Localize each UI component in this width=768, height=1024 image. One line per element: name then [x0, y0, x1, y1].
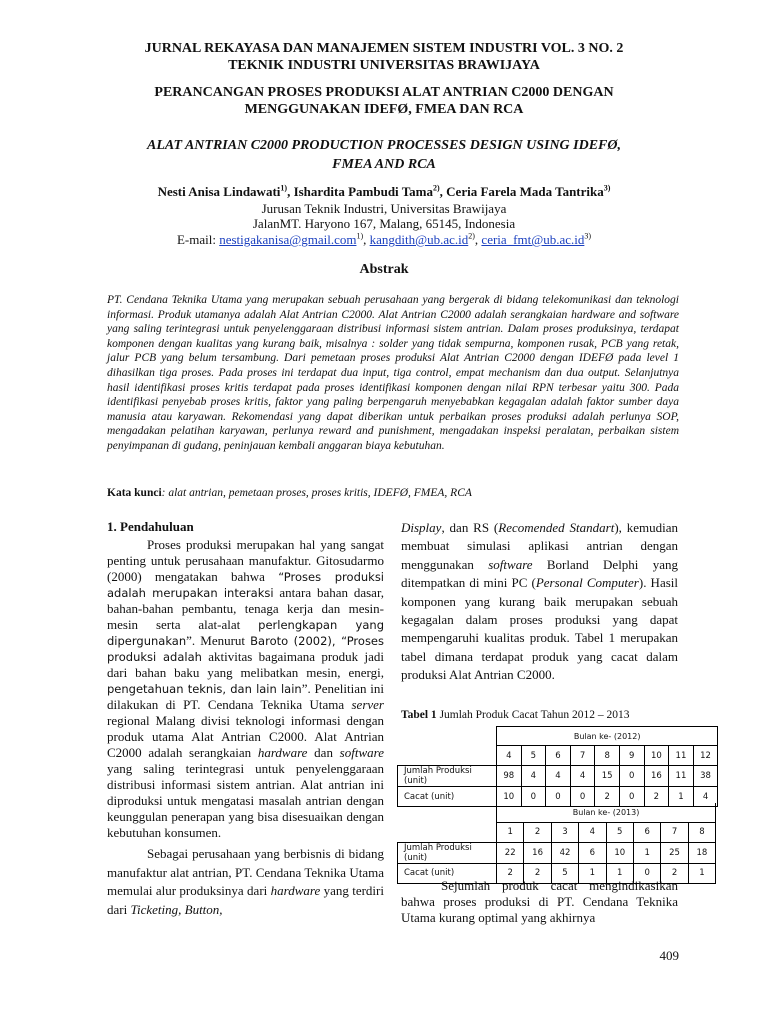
table-month-cell: 7 — [661, 822, 688, 842]
author-list — [40, 184, 728, 200]
table-cell: 1 — [633, 842, 660, 863]
paper-title-english-line-1: ALAT ANTRIAN C2000 PRODUCTION PROCESSES DESIGN USING IDEFØ, — [146, 138, 622, 153]
table-cell: 16 — [524, 842, 551, 863]
text-run: ”. Penelitian ini dilakukan di PT. Cendana Teknika Utama — [107, 681, 385, 712]
affiliation — [40, 201, 728, 231]
abstract-heading: Abstrak — [359, 262, 409, 277]
table-cell: 1 — [579, 863, 606, 883]
text-run: Proses produksi merupakan hal yang sangat penting untuk perusahaan manufaktur. Gitosudarmo (2000) mengatakan bahwa — [107, 537, 384, 584]
journal-name: JURNAL REKAYASA DAN MANAJEMEN SISTEM INDUSTRI VOL. 3 NO. 2 — [144, 41, 624, 56]
table-2012 — [397, 726, 718, 807]
table-month-cell: 7 — [570, 746, 595, 766]
table-header-month: Bulan ke- (2012) — [497, 727, 718, 746]
section-heading: 1. Pendahuluan — [107, 519, 194, 534]
intro-paragraph-2-continued — [401, 519, 678, 685]
left-column — [107, 519, 384, 919]
table-month-cell: 5 — [606, 822, 633, 842]
table-month-cell: 8 — [688, 822, 715, 842]
table-cell: 15 — [595, 766, 620, 787]
journal-header — [60, 40, 708, 74]
table-cell: 16 — [644, 766, 669, 787]
table-month-cell: 8 — [595, 746, 620, 766]
table-caption — [401, 709, 630, 721]
author-2-marker: 2) — [433, 183, 440, 193]
table-cell: 4 — [546, 766, 571, 787]
table-cell: 18 — [688, 842, 715, 863]
table-row-label: Jumlah Produksi (unit) — [398, 842, 497, 863]
table-row-label: Cacat (unit) — [398, 863, 497, 883]
table-cell: 6 — [579, 842, 606, 863]
paper-title-line-1: PERANCANGAN PROSES PRODUKSI ALAT ANTRIAN C2000 DENGAN — [154, 85, 614, 100]
email-marker-2: 2) — [468, 231, 475, 241]
table-row — [398, 766, 718, 787]
table-header-month: Bulan ke- (2013) — [497, 803, 716, 822]
italic-run: Personal Computer — [535, 575, 639, 591]
table-cell: 1 — [669, 787, 694, 807]
table-corner — [398, 822, 497, 842]
keywords-label: Kata kunci — [107, 487, 162, 499]
text-run: antara bahan dasar, bahan-bahan pembantu, tenaga kerja dan mesin-mesin serta alat-alat — [107, 585, 385, 632]
table-cell: 0 — [521, 787, 546, 807]
table-corner — [398, 746, 497, 766]
text-run: Sebagai perusahaan yang berbisnis di bidang manufaktur alat antrian, PT. Cendana Teknika Utama memulai alur produksinya dari — [107, 846, 384, 899]
quote-run: pengetahuan teknis, dan lain lain — [107, 682, 302, 696]
table-month-cell: 1 — [497, 822, 524, 842]
table-cell: 5 — [551, 863, 578, 883]
text-run: ), kemudian membuat simulasi aplikasi antrian dengan menggunakan — [401, 520, 679, 572]
affiliation-department: Jurusan Teknik Industri, Universitas Brawijaya — [261, 201, 507, 216]
page-number: 409 — [659, 948, 679, 963]
email-label: E-mail: — [176, 232, 220, 247]
table-cell: 2 — [497, 863, 524, 883]
email-marker-1: 1) — [356, 231, 364, 241]
table-caption-label: Tabel 1 — [401, 709, 437, 721]
table-cell: 98 — [497, 766, 522, 787]
paragraph-after-table: Sejumlah produk cacat mengindikasikan bahwa proses produksi di PT. Cendana Teknika Utama kurang optimal yang akhirnya — [401, 878, 678, 925]
italic-run: hardware — [270, 883, 321, 899]
table-cell: 25 — [661, 842, 688, 863]
table-cell: 11 — [669, 766, 694, 787]
table-cell: 0 — [619, 787, 644, 807]
email-marker-3: 3) — [584, 231, 592, 241]
table-2013 — [397, 803, 716, 884]
table-cell: 0 — [546, 787, 571, 807]
table-month-cell: 10 — [644, 746, 669, 766]
table-cell: 22 — [497, 842, 524, 863]
table-row-label: Jumlah Produksi (unit) — [398, 766, 497, 787]
table-cell: 2 — [524, 863, 551, 883]
abstract-text: PT. Cendana Teknika Utama yang merupakan sebuah perusahaan yang bergerak di bidang telekomunikasi dan teknologi informasi. Produk utamanya adalah Alat Antrian C2000. Alat Antrian C2000 adalah serangkaian hardware and software yang saling terintegrasi untuk penyelenggaraan distribusi informasi sistem antrian. Dalam proses produksinya, terdapat komponen dengan kualitas yang kurang baik, misalnya : solder yang tidak sempurna, komponen rusak, PCB yang retak, jalur PCB yang belum tersambung. Dari pemetaan proses produksi Alat Antrian C2000 dengan IDEFØ pada level 1 dihasilkan tiga proses. Pada proses ini terdapat dua input, tiga control, empat mechanism dan dua output. Selanjutnya hasil identifikasi proses kritis terdapat pada proses identifikasi komponen dengan nilai RPN terbesar yaitu 300. Pada identifikasi penyebab proses kritis, faktor yang paling berpengaruh menyebabkan kegagalan adalah faktor sumber daya manusia atau karyawan. Rekomendasi yang dapat diberikan untuk perbaikan proses produksi adalah perlunya SOP, mengadakan pelatihan karyawan, perlunya reward and punishment, mengadakan inspeksi peralatan, perbaikan sistem penyimpanan di gudang, peninjauan kembali anggaran biaya kebutuhan. — [107, 294, 679, 452]
italic-run: hardware — [257, 745, 308, 760]
text-run: , dan RS ( — [441, 520, 499, 535]
italic-run: server — [351, 697, 384, 712]
italic-run: Display — [401, 520, 442, 535]
keywords-text: : alat antrian, pemetaan proses, proses kritis, IDEFØ, FMEA, RCA — [161, 487, 472, 499]
table-cell: 42 — [551, 842, 578, 863]
table-cell: 2 — [661, 863, 688, 883]
table-cell: 0 — [633, 863, 660, 883]
email-line: E-mail: nestigakanisa@gmail.com$^{1)}$, $kangdith@ub.ac.id^{2)}$, $ceria\_fmt@ub.ac.id^{3)}$ — [176, 231, 592, 247]
table-cell: 0 — [619, 766, 644, 787]
text-run: yang terdiri dari — [107, 883, 384, 917]
table-month-cell: 5 — [521, 746, 546, 766]
table-cell: 0 — [570, 787, 595, 807]
table-month-cell: 12 — [693, 746, 718, 766]
table-corner — [398, 803, 497, 822]
table-cell: 4 — [570, 766, 595, 787]
italic-run: Recomended Standart — [498, 520, 615, 535]
table-month-cell: 6 — [633, 822, 660, 842]
table-caption-text: Jumlah Produk Cacat Tahun 2012 – 2013 — [436, 709, 630, 721]
table-month-cell: 9 — [619, 746, 644, 766]
text-run: ”. Menurut — [186, 633, 251, 648]
table-cell: 1 — [688, 863, 715, 883]
email-link-3[interactable]: ceria_fmt@ub.ac.id — [481, 232, 585, 247]
table-corner — [398, 727, 497, 746]
table-month-cell: 6 — [546, 746, 571, 766]
intro-paragraph-2 — [107, 845, 384, 919]
paper-title-line-2: MENGGUNAKAN IDEFØ, FMEA DAN RCA — [244, 102, 524, 117]
email-link-1[interactable]: nestigakanisa@gmail.com — [219, 232, 357, 247]
italic-run: software — [488, 556, 533, 572]
table-cell: 2 — [644, 787, 669, 807]
text-run: Borland Delphi yang ditempatkan di mini PC ( — [401, 556, 678, 591]
table-row — [398, 842, 716, 863]
quote-run: “Proses produksi adalah merupakan interaksi — [107, 570, 385, 600]
table-month-cell: 3 — [551, 822, 578, 842]
table-cell: 4 — [521, 766, 546, 787]
author-1-marker: 1) — [280, 183, 288, 193]
author-2: , Ishardita Pambudi Tama — [287, 184, 433, 199]
paper-title — [80, 84, 688, 118]
right-column — [401, 519, 678, 685]
author-1: Nesti Anisa Lindawati — [157, 184, 281, 199]
text-run: dan — [307, 745, 340, 760]
table-cell: 38 — [693, 766, 718, 787]
table-cell: 4 — [693, 787, 718, 807]
author-3: , Ceria Farela Mada Tantrika — [439, 184, 604, 199]
table-month-cell: 4 — [579, 822, 606, 842]
table-row-label: Cacat (unit) — [398, 787, 497, 807]
paper-title-english — [80, 136, 688, 174]
journal-institution: TEKNIK INDUSTRI UNIVERSITAS BRAWIJAYA — [228, 58, 540, 73]
table-cell: 2 — [595, 787, 620, 807]
quote-run: Baroto (2002), “Proses produksi adalah — [107, 634, 384, 664]
table-month-cell: 11 — [669, 746, 694, 766]
keywords — [107, 487, 679, 499]
italic-run: software — [339, 745, 384, 760]
paper-title-english-line-2: FMEA AND RCA — [332, 157, 436, 172]
quote-run: perlengkapan yang dipergunakan — [107, 618, 385, 648]
text-run: yang saling terintegrasi untuk penyelenggaraan distribusi informasi sistem antrian. Alat antrian ini diproduksi untuk mengatasi masalah antrian dengan keunggulan penerapan yang bisa disesuaikan dengan kebutuhan konsumen. — [107, 761, 384, 840]
intro-paragraph-1 — [107, 537, 384, 841]
text-run: regional Malang divisi teknologi informasi dengan produk utama Alat Antrian C2000. Alat Antrian C2000 adalah serangkaian — [107, 713, 384, 760]
affiliation-address: JalanMT. Haryono 167, Malang, 65145, Indonesia — [252, 216, 516, 231]
table-month-cell: 4 — [497, 746, 522, 766]
table-cell: 1 — [606, 863, 633, 883]
email-link-2[interactable]: kangdith@ub.ac.id — [369, 232, 469, 247]
table-cell: 10 — [606, 842, 633, 863]
table-month-cell: 2 — [524, 822, 551, 842]
text-run: ). Hasil komponen yang kurang baik merupakan sebuah kegagalan dalam proses produksi yang dapat mempengaruhi kualitas produk. Tabel 1 merupakan tabel dimana terdapat produk yang cacat dalam produksi Alat Antrian C2000. — [401, 575, 678, 683]
text-run: aktivitas bagaimana produk jadi dari bahan baku yang melibatkan mesin, energi, — [107, 649, 384, 680]
italic-run: Ticketing, Button, — [130, 901, 223, 917]
author-3-marker: 3) — [603, 183, 611, 193]
table-cell: 10 — [497, 787, 522, 807]
